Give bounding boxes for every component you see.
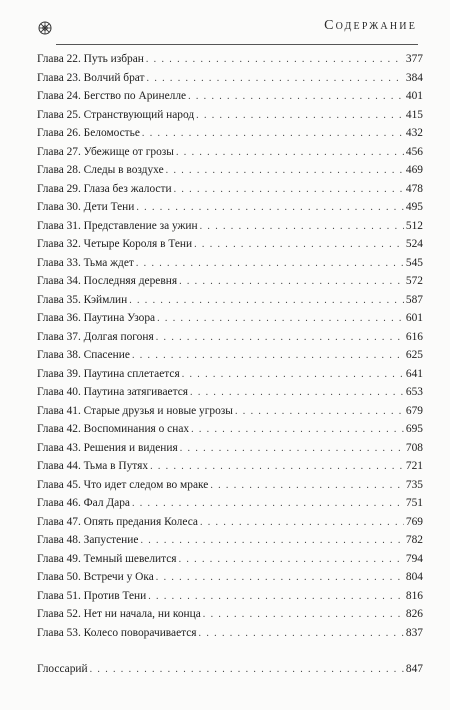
toc-entry: [37, 402, 423, 421]
toc-entry-title: Глава 53. Колесо поворачивается: [37, 626, 197, 639]
toc-entry-page: 625: [405, 349, 423, 361]
toc-entry: [37, 457, 423, 476]
toc-entry-title: Глава 36. Паутина Узора: [37, 312, 156, 324]
toc-leader-dots: [174, 181, 404, 200]
toc-leader-dots: [235, 403, 404, 422]
toc-leader-dots: [156, 329, 404, 348]
toc-entry-title: Глава 43. Решения и видения: [37, 441, 178, 454]
toc-entry-page: 432: [405, 127, 423, 139]
toc-entry-title: Глава 38. Спасение: [37, 349, 130, 361]
toc-leader-dots: [132, 495, 404, 514]
toc-leader-dots: [203, 606, 404, 625]
toc-entry-title: Глава 45. Что идет следом во мраке: [37, 478, 209, 491]
toc-leader-dots: [157, 310, 404, 329]
toc-entry-page: 735: [405, 478, 423, 491]
toc-entry-page: 495: [405, 201, 423, 213]
toc-entry-page: 679: [405, 404, 423, 417]
toc-entry-page: 641: [405, 367, 423, 380]
toc-leader-dots: [136, 255, 404, 274]
toc-entry-page: 524: [405, 238, 423, 250]
toc-leader-dots: [148, 588, 404, 607]
toc-entry: [37, 624, 423, 643]
toc-entry-title: Глава 25. Странствующий народ: [37, 108, 195, 121]
toc-entry-page: 469: [405, 164, 423, 176]
toc-entry-title: Глава 49. Темный шевелится: [37, 552, 177, 565]
toc-entry-title: Глава 48. Запустение: [37, 534, 139, 546]
toc-entry-page: 572: [405, 275, 423, 287]
toc-leader-dots: [194, 236, 404, 255]
toc-leader-dots: [129, 292, 404, 311]
toc-leader-dots: [142, 125, 404, 144]
toc-leader-dots: [179, 273, 404, 292]
toc-entry-page: 804: [405, 571, 423, 583]
toc-entry-title: Глава 35. Кэймлин: [37, 293, 128, 306]
toc-entry-title: Глава 41. Старые друзья и новые угрозы: [37, 404, 233, 417]
toc-leader-dots: [210, 477, 404, 496]
toc-entry-page: 616: [405, 330, 423, 343]
toc-entry: [37, 439, 423, 458]
toc-leader-dots: [180, 440, 404, 459]
toc-entry: [37, 235, 423, 254]
toc-entry-title: Глава 51. Против Тени: [37, 589, 147, 602]
toc-entry-title: Глава 33. Тьма ждет: [37, 256, 134, 269]
toc-entry: [37, 309, 423, 328]
toc-entry: [37, 217, 423, 236]
toc-entry-page: 794: [405, 552, 423, 565]
toc-entry: [37, 106, 423, 125]
toc-entry: [37, 50, 423, 69]
toc-leader-dots: [132, 347, 404, 366]
toc-entry: [37, 124, 423, 143]
toc-entry-title: Глава 27. Убежище от грозы: [37, 145, 174, 158]
toc-entry: [37, 568, 423, 587]
toc-leader-dots: [199, 625, 404, 644]
toc-entry-title: Глава 28. Следы в воздухе: [37, 164, 164, 176]
toc-entry: [37, 346, 423, 365]
toc-entry: [37, 420, 423, 439]
toc-entry-title: Глава 37. Долгая погоня: [37, 330, 154, 343]
toc-entry-title: Глава 32. Четыре Короля в Тени: [37, 238, 193, 250]
toc-entry-title: Глава 42. Воспоминания о снах: [37, 423, 190, 435]
toc-entry-title: Глава 46. Фал Дара: [37, 497, 130, 509]
toc-entry: [37, 180, 423, 199]
toc-entry-title: Глава 31. Представление за ужин: [37, 219, 198, 232]
page-header: [0, 0, 450, 44]
toc-leader-dots: [147, 70, 404, 89]
toc-entry-title: Глава 22. Путь избран: [37, 53, 144, 65]
running-head-title: Содержание: [324, 18, 417, 33]
toc-leader-dots: [146, 51, 404, 70]
toc-entry-page: 782: [405, 534, 423, 546]
toc-entry-title: Глава 30. Дети Тени: [37, 201, 135, 213]
toc-entry-page: 456: [405, 145, 423, 158]
toc-entry-title: Глава 40. Паутина затягивается: [37, 386, 189, 398]
toc-entry-page: 847: [405, 663, 423, 675]
toc-entry: [37, 476, 423, 495]
toc-entry-page: 816: [405, 589, 423, 602]
toc-leader-dots: [150, 458, 404, 477]
toc-entry-title: Глоссарий: [37, 663, 88, 675]
toc-leader-dots: [179, 551, 404, 570]
toc-entry: [37, 143, 423, 162]
toc-entry: [37, 531, 423, 550]
toc-entry-page: 601: [405, 312, 423, 324]
wheel-emblem-icon: [38, 21, 52, 35]
toc-entry-title: Глава 34. Последняя деревня: [37, 275, 178, 287]
toc-leader-dots: [188, 88, 404, 107]
toc-entry-page: 415: [405, 108, 423, 121]
toc-leader-dots: [191, 421, 404, 440]
toc-leader-dots: [156, 569, 404, 588]
toc-entry-page: 695: [405, 423, 423, 435]
toc-entry-page: 512: [405, 219, 423, 232]
toc-entry-page: 401: [405, 90, 423, 102]
toc-leader-dots: [176, 144, 404, 163]
toc-entry-title: Глава 26. Беломостье: [37, 127, 140, 139]
toc-leader-dots: [190, 384, 404, 403]
toc-entry: [37, 198, 423, 217]
toc-entry-title: Глава 29. Глаза без жалости: [37, 182, 172, 195]
toc-leader-dots: [200, 514, 404, 533]
toc-entry: [37, 587, 423, 606]
toc-entry-page: 377: [405, 53, 423, 65]
toc-leader-dots: [166, 162, 404, 181]
toc-entry: [37, 87, 423, 106]
toc-entry-page: 478: [405, 182, 423, 195]
toc-entry: [37, 328, 423, 347]
toc-entry-page: 751: [405, 497, 423, 509]
toc-leader-dots: [196, 107, 404, 126]
header-rule: [56, 44, 418, 45]
toc-leader-dots: [140, 532, 403, 551]
toc-leader-dots: [90, 661, 404, 680]
toc-entry-title: Глава 47. Опять предания Колеса: [37, 515, 198, 528]
toc-entry-page: 769: [405, 515, 423, 528]
toc-entry: [37, 605, 423, 624]
table-of-contents: [37, 50, 423, 679]
toc-entry-title: Глава 39. Паутина сплетается: [37, 367, 180, 380]
toc-entry: [37, 272, 423, 291]
toc-entry: [37, 254, 423, 273]
toc-entry: [37, 513, 423, 532]
toc-entry: [37, 365, 423, 384]
toc-entry-title: Глава 23. Волчий брат: [37, 71, 145, 84]
toc-leader-dots: [182, 366, 404, 385]
toc-entry-title: Глава 44. Тьма в Путях: [37, 460, 149, 472]
toc-entry-page: 837: [405, 626, 423, 639]
toc-entry-title: Глава 50. Встречи у Ока: [37, 571, 154, 583]
toc-entry: [37, 161, 423, 180]
toc-entry: [37, 69, 423, 88]
toc-entry: [37, 383, 423, 402]
toc-entry: [37, 291, 423, 310]
toc-entry-page: 826: [405, 608, 423, 620]
toc-entry-page: 653: [405, 386, 423, 398]
toc-entry-page: 545: [405, 256, 423, 269]
toc-leader-dots: [136, 199, 404, 218]
toc-entry-page: 587: [405, 293, 423, 306]
toc-entry-page: 384: [405, 71, 423, 84]
toc-entry-title: Глава 52. Нет ни начала, ни конца: [37, 608, 201, 620]
toc-entry-glossary: [37, 660, 423, 679]
toc-leader-dots: [200, 218, 404, 237]
toc-entry-page: 708: [405, 441, 423, 454]
toc-entry: [37, 550, 423, 569]
toc-entry-title: Глава 24. Бегство по Аринелле: [37, 90, 187, 102]
toc-entry: [37, 494, 423, 513]
toc-entry-page: 721: [405, 460, 423, 472]
